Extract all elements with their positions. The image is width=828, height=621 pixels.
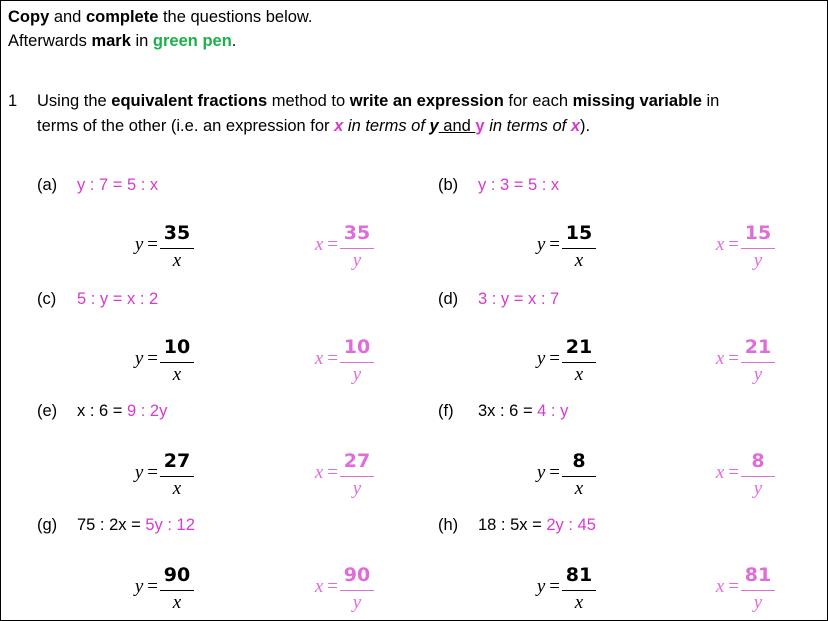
question-text-line-1 (37, 90, 719, 112)
lhs-variable: x (715, 462, 725, 483)
question-text: in terms of (484, 117, 571, 135)
ratio-pink-text: 9 : 2y (126, 402, 168, 420)
ratio-pink-text: 5y : 12 (145, 516, 195, 534)
variable-x: x (334, 117, 344, 135)
fraction-bar (562, 476, 596, 477)
question-bold-text: write an expression (349, 92, 504, 110)
lhs-variable: y (134, 348, 144, 369)
fraction-lhs: x = (715, 234, 739, 255)
lhs-variable: x (314, 348, 324, 369)
lhs-variable: x (314, 234, 324, 255)
instruction-text: and (49, 8, 86, 26)
answer-y-fraction (110, 564, 200, 620)
answer-y-fraction (512, 564, 602, 620)
fraction-denominator: y (753, 364, 763, 385)
answer-x-fraction (290, 336, 380, 392)
fraction-denominator: x (574, 592, 584, 613)
fraction-lhs: x = (314, 462, 338, 483)
question-number: 1 (8, 92, 18, 110)
answer-x-fraction (691, 450, 781, 506)
fraction-numerator: 27 (163, 450, 191, 472)
part-d-label (438, 288, 559, 310)
fraction-numerator: 21 (744, 336, 772, 358)
answer-x-fraction (691, 222, 781, 278)
fraction-bar (160, 362, 194, 363)
answer-y-fraction (512, 336, 602, 392)
fraction-denominator: x (172, 250, 182, 271)
fraction-numerator: 35 (343, 222, 371, 244)
lhs-variable: x (314, 576, 324, 597)
part-tag: (f) (438, 402, 454, 420)
fraction-bar (340, 590, 374, 591)
fraction-denominator: x (574, 250, 584, 271)
lhs-variable: y (134, 462, 144, 483)
fraction-numerator: 8 (572, 450, 586, 472)
instruction-text: in (130, 32, 153, 50)
instruction-text: the questions below. (158, 8, 313, 26)
instruction-text: . (231, 32, 237, 50)
ratio-text: 75 : 2x = (77, 516, 146, 534)
part-h-label (438, 514, 596, 536)
fraction-denominator: x (574, 478, 584, 499)
fraction-bar (562, 248, 596, 249)
fraction-bar (340, 248, 374, 249)
fraction-numerator: 15 (744, 222, 772, 244)
fraction-lhs: y = (134, 234, 158, 255)
fraction-numerator: 81 (565, 564, 593, 586)
question-text: terms of the other (i.e. an expression for (37, 117, 335, 135)
fraction-lhs: x = (314, 348, 338, 369)
fraction-bar (562, 362, 596, 363)
question-text: for each (503, 92, 573, 110)
fraction-numerator: 35 (163, 222, 191, 244)
mark-word: mark (91, 32, 131, 50)
fraction-denominator: x (172, 478, 182, 499)
lhs-variable: x (715, 576, 725, 597)
answer-x-fraction (290, 222, 380, 278)
fraction-lhs: x = (314, 234, 338, 255)
question-bold-text: missing variable (572, 92, 702, 110)
question-bold-text: equivalent fractions (111, 92, 268, 110)
part-tag: (h) (438, 516, 459, 534)
fraction-lhs: y = (536, 576, 560, 597)
fraction-denominator: y (753, 478, 763, 499)
question-text: in terms of (343, 117, 430, 135)
fraction-bar (741, 362, 775, 363)
variable-y: y (429, 117, 439, 135)
ratio-text: 18 : 5x = (478, 516, 547, 534)
fraction-lhs: y = (134, 462, 158, 483)
fraction-lhs: x = (715, 462, 739, 483)
fraction-numerator: 8 (751, 450, 765, 472)
ratio-pink-text: 3 : y = x : 7 (478, 290, 560, 308)
fraction-denominator: x (574, 364, 584, 385)
part-c-label (37, 288, 158, 310)
ratio-text: 3x : 6 = (478, 402, 538, 420)
fraction-numerator: 10 (343, 336, 371, 358)
question-text: Using the (37, 92, 112, 110)
part-a-label (37, 174, 158, 196)
part-tag: (c) (37, 290, 57, 308)
lhs-variable: y (134, 234, 144, 255)
ratio-text: x : 6 = (77, 402, 127, 420)
ratio-pink-text: 2y : 45 (546, 516, 596, 534)
fraction-denominator: y (352, 250, 362, 271)
fraction-numerator: 27 (343, 450, 371, 472)
lhs-variable: x (715, 234, 725, 255)
answer-y-fraction (110, 222, 200, 278)
part-e-label (37, 400, 167, 422)
fraction-bar (741, 248, 775, 249)
green-pen-word: green pen (152, 32, 232, 50)
fraction-numerator: 15 (565, 222, 593, 244)
fraction-bar (160, 248, 194, 249)
answer-x-fraction (691, 564, 781, 620)
variable-y: y (475, 117, 485, 135)
fraction-lhs: y = (134, 348, 158, 369)
fraction-denominator: x (172, 592, 182, 613)
lhs-variable: y (536, 234, 546, 255)
fraction-bar (160, 590, 194, 591)
fraction-denominator: y (753, 250, 763, 271)
fraction-lhs: x = (314, 576, 338, 597)
part-tag: (d) (438, 290, 459, 308)
and-word: and (438, 117, 476, 135)
fraction-denominator: y (753, 592, 763, 613)
lhs-variable: x (314, 462, 324, 483)
part-tag: (b) (438, 176, 459, 194)
part-tag: (e) (37, 402, 58, 420)
fraction-bar (160, 476, 194, 477)
answer-x-fraction (290, 564, 380, 620)
answer-x-fraction (691, 336, 781, 392)
fraction-numerator: 81 (744, 564, 772, 586)
fraction-numerator: 90 (343, 564, 371, 586)
fraction-numerator: 90 (163, 564, 191, 586)
lhs-variable: y (134, 576, 144, 597)
lhs-variable: y (536, 348, 546, 369)
answer-y-fraction (512, 450, 602, 506)
part-g-label (37, 514, 195, 536)
answer-y-fraction (512, 222, 602, 278)
question-text: ). (580, 117, 591, 135)
lhs-variable: y (536, 576, 546, 597)
answer-y-fraction (110, 450, 200, 506)
fraction-numerator: 21 (565, 336, 593, 358)
answer-x-fraction (290, 450, 380, 506)
ratio-pink-text: y : 3 = 5 : x (478, 176, 560, 194)
question-text: method to (267, 92, 350, 110)
fraction-denominator: y (352, 478, 362, 499)
part-f-label (438, 400, 568, 422)
complete-word: complete (85, 8, 159, 26)
part-tag: (a) (37, 176, 58, 194)
fraction-denominator: y (352, 364, 362, 385)
part-tag: (g) (37, 516, 58, 534)
lhs-variable: y (536, 462, 546, 483)
variable-x: x (570, 117, 580, 135)
answer-y-fraction (110, 336, 200, 392)
fraction-lhs: y = (134, 576, 158, 597)
ratio-pink-text: 4 : y (537, 402, 569, 420)
fraction-lhs: x = (715, 576, 739, 597)
fraction-bar (741, 590, 775, 591)
instruction-line-2 (8, 30, 236, 52)
question-text-line-2 (37, 115, 590, 137)
ratio-pink-text: y : 7 = 5 : x (77, 176, 159, 194)
instruction-text: Afterwards (8, 32, 92, 50)
fraction-lhs: x = (715, 348, 739, 369)
fraction-bar (562, 590, 596, 591)
question-text: in (701, 92, 720, 110)
fraction-numerator: 10 (163, 336, 191, 358)
instruction-line-1 (8, 6, 313, 28)
fraction-bar (340, 362, 374, 363)
fraction-bar (741, 476, 775, 477)
lhs-variable: x (715, 348, 725, 369)
fraction-denominator: y (352, 592, 362, 613)
fraction-lhs: y = (536, 348, 560, 369)
copy-word: Copy (8, 8, 50, 26)
fraction-bar (340, 476, 374, 477)
fraction-denominator: x (172, 364, 182, 385)
ratio-pink-text: 5 : y = x : 2 (77, 290, 159, 308)
part-b-label (438, 174, 559, 196)
fraction-lhs: y = (536, 234, 560, 255)
fraction-lhs: y = (536, 462, 560, 483)
